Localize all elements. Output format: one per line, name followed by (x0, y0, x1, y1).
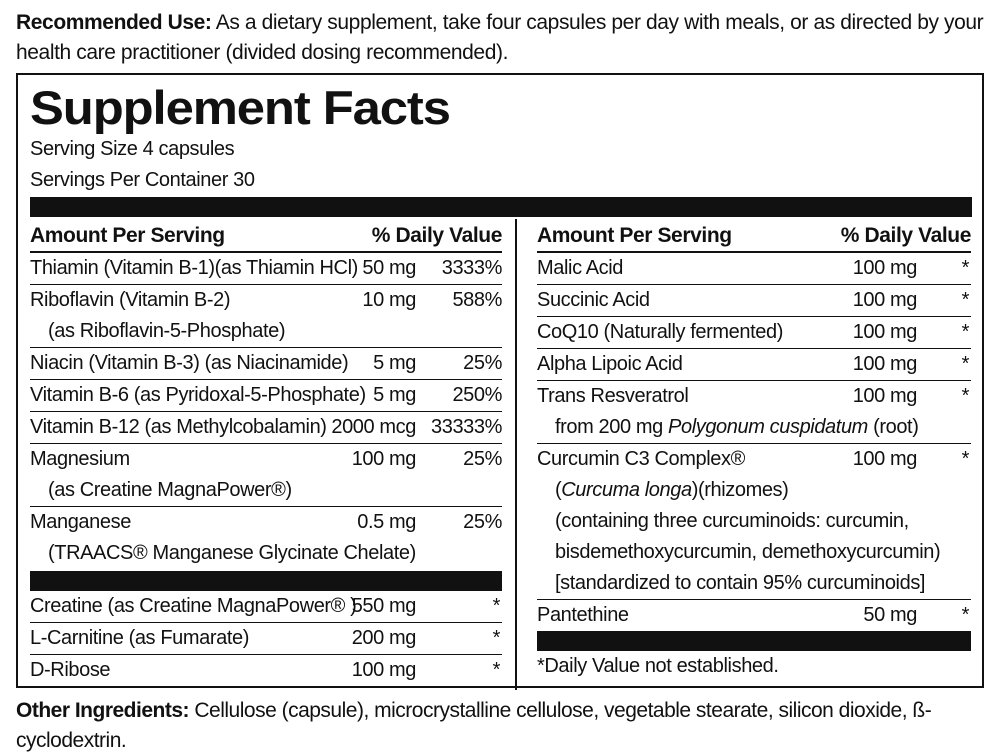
pantethine-row (537, 600, 971, 631)
nutrient-row (30, 285, 502, 348)
ingredient-name: L-Carnitine (as Fumarate) (30, 627, 249, 649)
ingredient-row (30, 591, 502, 623)
ingredient-row (537, 253, 971, 285)
ingredient-dv: * (961, 353, 969, 375)
nutrient-name: Magnesium (30, 448, 130, 470)
nutrient-row (30, 348, 502, 380)
ingredient-amount: 100 mg (852, 353, 917, 375)
right-column (537, 219, 971, 682)
other-ingredients-label: Other Ingredients: (16, 699, 190, 722)
ingredient-row (30, 655, 502, 686)
ingredient-name: Trans Resveratrol (537, 385, 689, 407)
ingredient-name: Creatine (as Creatine MagnaPower® ) (30, 595, 357, 617)
nutrient-row (30, 444, 502, 507)
right-header (537, 219, 971, 253)
ingredient-dv: * (492, 595, 500, 617)
curcumin-species: Curcuma longa (561, 479, 692, 501)
ingredient-amount: 100 mg (852, 385, 917, 407)
top-thick-bar (30, 197, 972, 217)
right-section-bar (537, 631, 971, 651)
serving-size: Serving Size 4 capsules (30, 138, 235, 160)
ingredient-amount: 100 mg (852, 448, 917, 470)
ingredient-name: Succinic Acid (537, 289, 650, 311)
nutrient-row (30, 412, 502, 444)
ingredient-name: Malic Acid (537, 257, 624, 279)
ingredient-name: CoQ10 (Naturally fermented) (537, 321, 783, 343)
nutrient-name: Riboflavin (Vitamin B-2) (30, 289, 231, 311)
other-ingredients-text: Cellulose (capsule), microcrystalline cellulose, vegetable stearate, silicon dioxide, ß-cyclodextrin. (16, 699, 932, 752)
curcumin-row (537, 444, 971, 600)
left-column (30, 219, 502, 686)
ingredient-row (537, 349, 971, 381)
nutrient-dv: 3333% (441, 257, 502, 279)
nutrient-amount: 0.5 mg (357, 511, 416, 533)
column-divider (515, 219, 517, 690)
recommended-use (16, 8, 996, 68)
left-header (30, 219, 502, 253)
ingredient-dv: * (492, 659, 500, 681)
footnote: *Daily Value not established. (537, 655, 779, 677)
nutrient-name: Manganese (30, 511, 131, 533)
curcumin-detail: (containing three curcuminoids: curcumin, (555, 510, 909, 532)
ingredient-amount: 200 mg (351, 627, 416, 649)
ingredient-name: D-Ribose (30, 659, 111, 681)
ingredient-amount: 100 mg (852, 257, 917, 279)
nutrient-row (30, 507, 502, 569)
nutrient-dv: 33333% (431, 416, 502, 438)
curcumin-paren-close: )(rhizomes) (691, 479, 789, 501)
nutrient-amount: 50 mg (362, 257, 416, 279)
nutrient-amount: 2000 mcg (331, 416, 416, 438)
ingredient-dv: * (961, 448, 969, 470)
ingredient-dv: * (961, 289, 969, 311)
curcumin-detail: [standardized to contain 95% curcuminoids] (555, 572, 926, 594)
ingredient-row (30, 623, 502, 655)
nutrient-source: (TRAACS® Manganese Glycinate Chelate) (48, 542, 416, 564)
supplement-facts-panel (16, 73, 984, 688)
nutrient-dv: 588% (452, 289, 502, 311)
ingredient-name: Alpha Lipoic Acid (537, 353, 683, 375)
ingredient-dv: * (961, 604, 969, 626)
curcumin-detail: bisdemethoxycurcumin, demethoxycurcumin) (555, 541, 941, 563)
ingredient-amount: 100 mg (852, 289, 917, 311)
nutrient-source: (as Riboflavin-5-Phosphate) (48, 320, 286, 342)
nutrient-amount: 5 mg (373, 384, 416, 406)
ingredient-name: Curcumin C3 Complex® (537, 448, 745, 470)
nutrient-dv: 25% (463, 448, 502, 470)
ingredient-row (537, 317, 971, 349)
nutrient-row (30, 253, 502, 285)
nutrient-name: Vitamin B-12 (as Methylcobalamin) (30, 416, 327, 438)
nutrient-dv: 25% (463, 511, 502, 533)
right-header-amount: Amount Per Serving (537, 224, 732, 247)
curcumin-paren-open: ( (555, 479, 562, 501)
left-header-dv: % Daily Value (371, 224, 502, 247)
ingredient-amount: 100 mg (852, 321, 917, 343)
ingredient-amount: 550 mg (351, 595, 416, 617)
left-header-amount: Amount Per Serving (30, 224, 225, 247)
left-section-bar (30, 571, 502, 591)
other-ingredients (16, 696, 996, 756)
nutrient-dv: 25% (463, 352, 502, 374)
ingredient-name: Pantethine (537, 604, 629, 626)
nutrient-dv: 250% (452, 384, 502, 406)
ingredient-amount: 100 mg (351, 659, 416, 681)
ingredient-row (537, 285, 971, 317)
nutrient-amount: 5 mg (373, 352, 416, 374)
recommended-use-text: As a dietary supplement, take four capsules per day with meals, or as directed by your health care practitioner (divided dosing recommended). (16, 11, 984, 64)
nutrient-name: Thiamin (Vitamin B-1)(as Thiamin HCl) (30, 257, 358, 279)
panel-title: Supplement Facts (30, 81, 450, 134)
ingredient-amount: 50 mg (863, 604, 917, 626)
nutrient-amount: 10 mg (362, 289, 416, 311)
right-header-dv: % Daily Value (840, 224, 971, 247)
resveratrol-source-species: Polygonum cuspidatum (668, 416, 868, 438)
resveratrol-source-prefix: from 200 mg (555, 416, 669, 438)
nutrient-amount: 100 mg (351, 448, 416, 470)
servings-per-container: Servings Per Container 30 (30, 169, 255, 191)
resveratrol-row (537, 381, 971, 444)
nutrient-name: Vitamin B-6 (as Pyridoxal-5-Phosphate) (30, 384, 366, 406)
ingredient-dv: * (492, 627, 500, 649)
ingredient-dv: * (961, 385, 969, 407)
nutrient-name: Niacin (Vitamin B-3) (as Niacinamide) (30, 352, 349, 374)
recommended-use-label: Recommended Use: (16, 11, 212, 34)
nutrient-row (30, 380, 502, 412)
nutrient-source: (as Creatine MagnaPower®) (48, 479, 292, 501)
ingredient-dv: * (961, 321, 969, 343)
resveratrol-source-suffix: (root) (867, 416, 919, 438)
ingredient-dv: * (961, 257, 969, 279)
